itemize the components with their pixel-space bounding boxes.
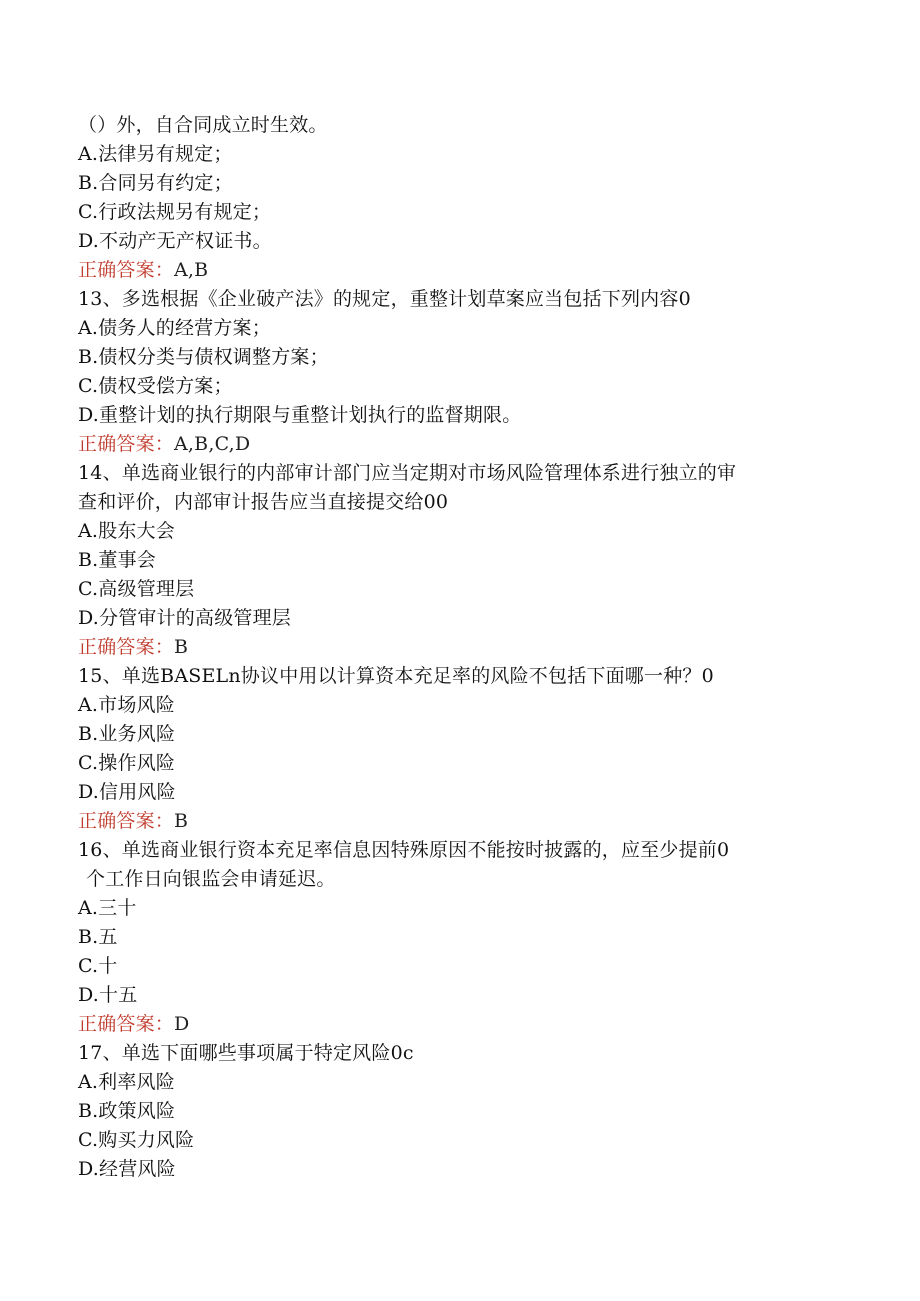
option-b: B.董事会	[78, 549, 157, 571]
answer-label: 正确答案：	[78, 810, 175, 832]
answer-line	[78, 633, 838, 662]
answer-value: A,B	[174, 259, 209, 281]
option-a: A.法律另有规定；	[78, 143, 233, 165]
question-stem-continued: 个工作日向银监会申请延迟。	[86, 868, 336, 890]
option-d: D.重整计划的执行期限与重整计划执行的监督期限。	[78, 404, 522, 426]
answer-line	[78, 807, 838, 836]
option-a: A.股东大会	[78, 520, 175, 542]
option-c: C.债权受偿方案；	[78, 375, 233, 397]
option-b: B.政策风险	[78, 1100, 176, 1122]
answer-label: 正确答案：	[78, 1013, 175, 1035]
option-b: B.合同另有约定；	[78, 172, 233, 194]
question-stem: 14、单选商业银行的内部审计部门应当定期对市场风险管理体系进行独立的审	[78, 462, 737, 484]
answer-line	[78, 256, 838, 285]
answer-value: B	[174, 636, 189, 658]
option-c: C.操作风险	[78, 752, 176, 774]
option-b: B.五	[78, 926, 118, 948]
option-a: A.利率风险	[78, 1071, 175, 1093]
answer-value: A,B,C,D	[174, 433, 251, 455]
option-d: D.信用风险	[78, 781, 176, 803]
option-c: C.行政法规另有规定；	[78, 201, 272, 223]
option-b: B.债权分类与债权调整方案；	[78, 346, 329, 368]
question-stem-continued: 查和评价，内部审计报告应当直接提交给00	[78, 491, 449, 513]
option-d: D.十五	[78, 984, 138, 1006]
question-stem: 17、单选下面哪些事项属于特定风险0c	[78, 1042, 414, 1064]
question-stem: 15、单选BASELn协议中用以计算资本充足率的风险不包括下面哪一种？0	[78, 665, 714, 687]
answer-line	[78, 430, 838, 459]
question-stem: 16、单选商业银行资本充足率信息因特殊原因不能按时披露的，应至少提前0	[78, 839, 730, 861]
option-a: A.债务人的经营方案；	[78, 317, 271, 339]
option-b: B.业务风险	[78, 723, 176, 745]
answer-label: 正确答案：	[78, 636, 175, 658]
answer-label: 正确答案：	[78, 259, 175, 281]
option-c: C.高级管理层	[78, 578, 195, 600]
option-c: C.购买力风险	[78, 1129, 195, 1151]
option-a: A.三十	[78, 897, 137, 919]
answer-line	[78, 1010, 838, 1039]
option-a: A.市场风险	[78, 694, 175, 716]
answer-label: 正确答案：	[78, 433, 175, 455]
option-d: D.分管审计的高级管理层	[78, 607, 291, 629]
answer-value: B	[174, 810, 189, 832]
option-c: C.十	[78, 955, 118, 977]
option-d: D.不动产无产权证书。	[78, 230, 272, 252]
option-d: D.经营风险	[78, 1158, 176, 1180]
question-stem-tail: （）外，自合同成立时生效。	[78, 114, 328, 136]
question-stem: 13、多选根据《企业破产法》的规定，重整计划草案应当包括下列内容0	[78, 288, 691, 310]
document-content	[78, 111, 838, 1184]
answer-value: D	[174, 1013, 190, 1035]
